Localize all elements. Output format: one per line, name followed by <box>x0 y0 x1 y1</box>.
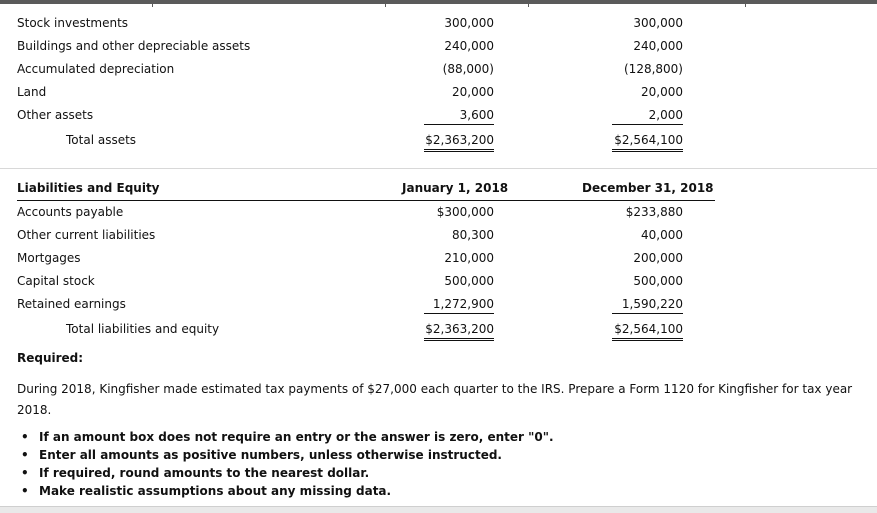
row-label: Land <box>17 85 47 99</box>
column-tick <box>385 2 386 7</box>
row-label: Mortgages <box>17 251 81 265</box>
row-label: Total assets <box>66 133 137 147</box>
column-tick <box>528 2 529 7</box>
bullet-icon: • <box>21 430 29 444</box>
row-label: Stock investments <box>17 16 129 30</box>
row-label: Accounts payable <box>17 205 124 219</box>
table-row <box>0 62 877 82</box>
table-row <box>0 228 877 248</box>
bullet-icon: • <box>21 448 29 462</box>
table-row <box>0 85 877 105</box>
list-item <box>17 428 554 446</box>
list-item-text: Enter all amounts as positive numbers, unless otherwise instructed. <box>39 448 502 462</box>
jan-value: $2,363,200 <box>425 322 494 336</box>
subtotal-rule <box>424 124 494 125</box>
dec-value: $2,564,100 <box>614 322 683 336</box>
table-row <box>0 251 877 271</box>
double-underline <box>424 338 494 341</box>
dec-value: 240,000 <box>633 39 683 53</box>
dec-value: $233,880 <box>625 205 683 219</box>
jan-value: $300,000 <box>436 205 494 219</box>
list-item-text: If an amount box does not require an entry or the answer is zero, enter "0". <box>39 430 554 444</box>
column-tick <box>745 2 746 7</box>
liabilities-heading: Liabilities and Equity <box>17 181 160 195</box>
jan-value: 240,000 <box>444 39 494 53</box>
subtotal-rule <box>424 313 494 314</box>
double-underline <box>424 149 494 152</box>
header-rule <box>175 200 715 201</box>
total-row <box>0 133 877 153</box>
row-label: Capital stock <box>17 274 95 288</box>
dec-value: 1,590,220 <box>621 297 683 311</box>
list-item-text: If required, round amounts to the nearest dollar. <box>39 466 370 480</box>
table-row <box>0 205 877 225</box>
bullet-icon: • <box>21 484 29 498</box>
top-border <box>0 0 877 4</box>
bullet-icon: • <box>21 466 29 480</box>
dec-value: (128,800) <box>624 62 683 76</box>
jan-value: 500,000 <box>444 274 494 288</box>
jan-value: 1,272,900 <box>432 297 494 311</box>
list-item <box>17 464 554 482</box>
jan-value: (88,000) <box>442 62 494 76</box>
jan-value: 210,000 <box>444 251 494 265</box>
jan-value: 20,000 <box>452 85 494 99</box>
row-label: Buildings and other depreciable assets <box>17 39 251 53</box>
list-item <box>17 482 554 500</box>
table-row <box>0 16 877 36</box>
section-divider <box>0 168 877 169</box>
column-tick <box>152 2 153 7</box>
dec-value: 300,000 <box>633 16 683 30</box>
row-label: Retained earnings <box>17 297 126 311</box>
jan-value: 300,000 <box>444 16 494 30</box>
dec-value: 200,000 <box>633 251 683 265</box>
table-row <box>0 39 877 59</box>
row-label: Total liabilities and equity <box>66 322 220 336</box>
column-header-dec: December 31, 2018 <box>582 181 714 195</box>
row-label: Other current liabilities <box>17 228 156 242</box>
required-heading: Required: <box>17 351 84 365</box>
subtotal-rule <box>612 124 683 125</box>
table-row <box>0 274 877 294</box>
subtotal-rule <box>612 313 683 314</box>
jan-value: $2,363,200 <box>425 133 494 147</box>
dec-value: 20,000 <box>641 85 683 99</box>
column-header-jan: January 1, 2018 <box>402 181 509 195</box>
table-row <box>0 297 877 317</box>
instructions-paragraph: During 2018, Kingfisher made estimated tax payments of $27,000 each quarter to the IRS. Prepare a Form 1120 for Kingfisher for tax year 2018. <box>17 382 853 417</box>
jan-value: 3,600 <box>459 108 494 122</box>
table-row <box>0 108 877 128</box>
list-item <box>17 446 554 464</box>
double-underline <box>612 149 683 152</box>
instructions-list <box>17 428 554 500</box>
dec-value: 2,000 <box>648 108 683 122</box>
dec-value: 40,000 <box>641 228 683 242</box>
row-label: Accumulated depreciation <box>17 62 175 76</box>
row-label: Other assets <box>17 108 94 122</box>
jan-value: 80,300 <box>452 228 494 242</box>
header-rule <box>17 200 175 201</box>
dec-value: $2,564,100 <box>614 133 683 147</box>
dec-value: 500,000 <box>633 274 683 288</box>
double-underline <box>612 338 683 341</box>
list-item-text: Make realistic assumptions about any missing data. <box>39 484 392 498</box>
total-row <box>0 322 877 342</box>
